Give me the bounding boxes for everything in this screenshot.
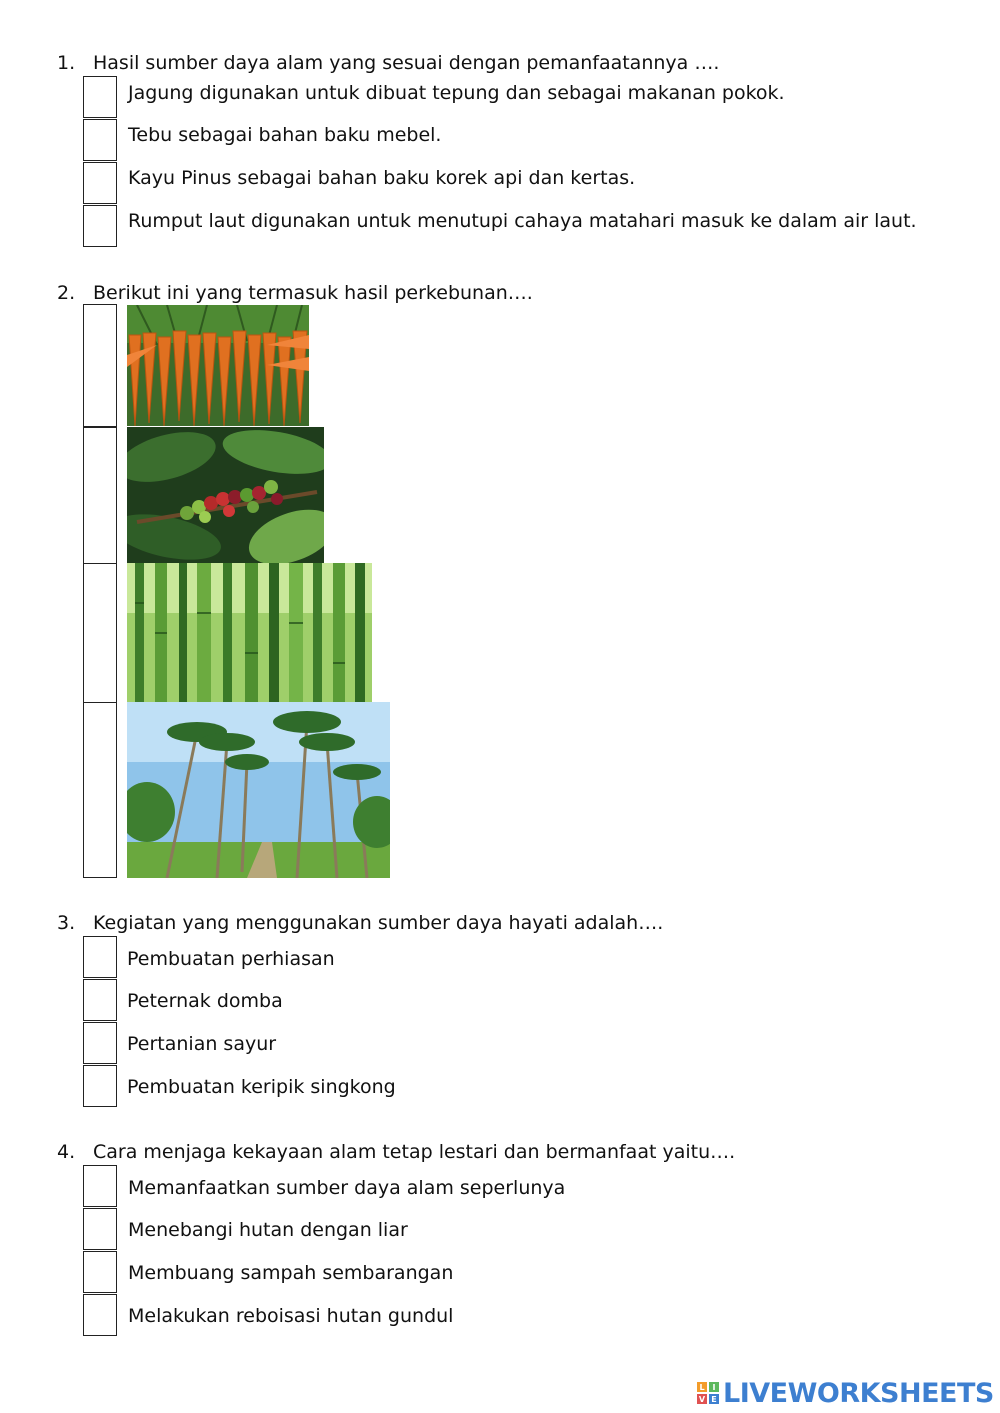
- liveworksheets-mark-icon: [697, 1382, 719, 1404]
- liveworksheets-logo[interactable]: [697, 1376, 994, 1410]
- q3-option-3-label: Pertanian sayur: [127, 1033, 277, 1055]
- question-2-text: Berikut ini yang termasuk hasil perkebunan….: [93, 282, 533, 304]
- logo-mark-letter: E: [709, 1394, 719, 1404]
- q1-option-3-label: Kayu Pinus sebagai bahan baku korek api dan kertas.: [128, 167, 636, 189]
- question-1-text: Hasil sumber daya alam yang sesuai dengan pemanfaatannya ….: [93, 52, 720, 74]
- q3-option-1-label: Pembuatan perhiasan: [127, 948, 335, 970]
- logo-mark-letter: V: [698, 1394, 706, 1404]
- q4-option-1-checkbox[interactable]: [83, 1165, 117, 1207]
- q1-option-2-label: Tebu sebagai bahan baku mebel.: [128, 124, 442, 146]
- q3-option-2-label: Peternak domba: [127, 990, 283, 1012]
- question-3-number: 3.: [57, 912, 76, 934]
- q2-option-3-checkbox[interactable]: [83, 563, 117, 703]
- logo-text: LIVEWORKSHEETS: [723, 1377, 994, 1409]
- question-4-text: Cara menjaga kekayaan alam tetap lestari dan bermanfaat yaitu….: [93, 1141, 736, 1163]
- q4-option-4-label: Melakukan reboisasi hutan gundul: [128, 1305, 454, 1327]
- q2-option-2-checkbox[interactable]: [83, 427, 117, 564]
- q1-option-3-checkbox[interactable]: [83, 162, 117, 204]
- q3-option-4-checkbox[interactable]: [83, 1065, 117, 1107]
- logo-mark-letter: L: [697, 1382, 707, 1392]
- q4-option-1-label: Memanfaatkan sumber daya alam seperlunya: [128, 1177, 566, 1199]
- q1-option-4-checkbox[interactable]: [83, 205, 117, 247]
- q2-option-4-checkbox[interactable]: [83, 702, 117, 878]
- q4-option-4-checkbox[interactable]: [83, 1294, 117, 1336]
- q1-option-4-label: Rumput laut digunakan untuk menutupi cahaya matahari masuk ke dalam air laut.: [128, 210, 917, 232]
- question-1-number: 1.: [57, 52, 76, 74]
- carrots-image: [127, 305, 309, 426]
- q1-option-1-checkbox[interactable]: [83, 76, 117, 118]
- question-4-number: 4.: [57, 1141, 76, 1163]
- q2-option-1-checkbox[interactable]: [83, 304, 117, 427]
- question-2-number: 2.: [57, 282, 76, 304]
- q3-option-4-label: Pembuatan keripik singkong: [127, 1076, 396, 1098]
- q4-option-2-checkbox[interactable]: [83, 1208, 117, 1250]
- q1-option-1-label: Jagung digunakan untuk dibuat tepung dan sebagai makanan pokok.: [128, 82, 785, 104]
- q4-option-3-label: Membuang sampah sembarangan: [128, 1262, 454, 1284]
- logo-mark-letter: I: [709, 1382, 719, 1392]
- q4-option-3-checkbox[interactable]: [83, 1251, 117, 1293]
- q4-option-2-label: Menebangi hutan dengan liar: [128, 1219, 408, 1241]
- q3-option-3-checkbox[interactable]: [83, 1022, 117, 1064]
- bamboo-forest-image: [127, 563, 372, 702]
- coffee-berries-image: [127, 427, 324, 563]
- coconut-palm-grove-image: [127, 702, 390, 878]
- q1-option-2-checkbox[interactable]: [83, 119, 117, 161]
- question-3-text: Kegiatan yang menggunakan sumber daya hayati adalah….: [93, 912, 664, 934]
- q3-option-2-checkbox[interactable]: [83, 979, 117, 1021]
- q3-option-1-checkbox[interactable]: [83, 936, 117, 978]
